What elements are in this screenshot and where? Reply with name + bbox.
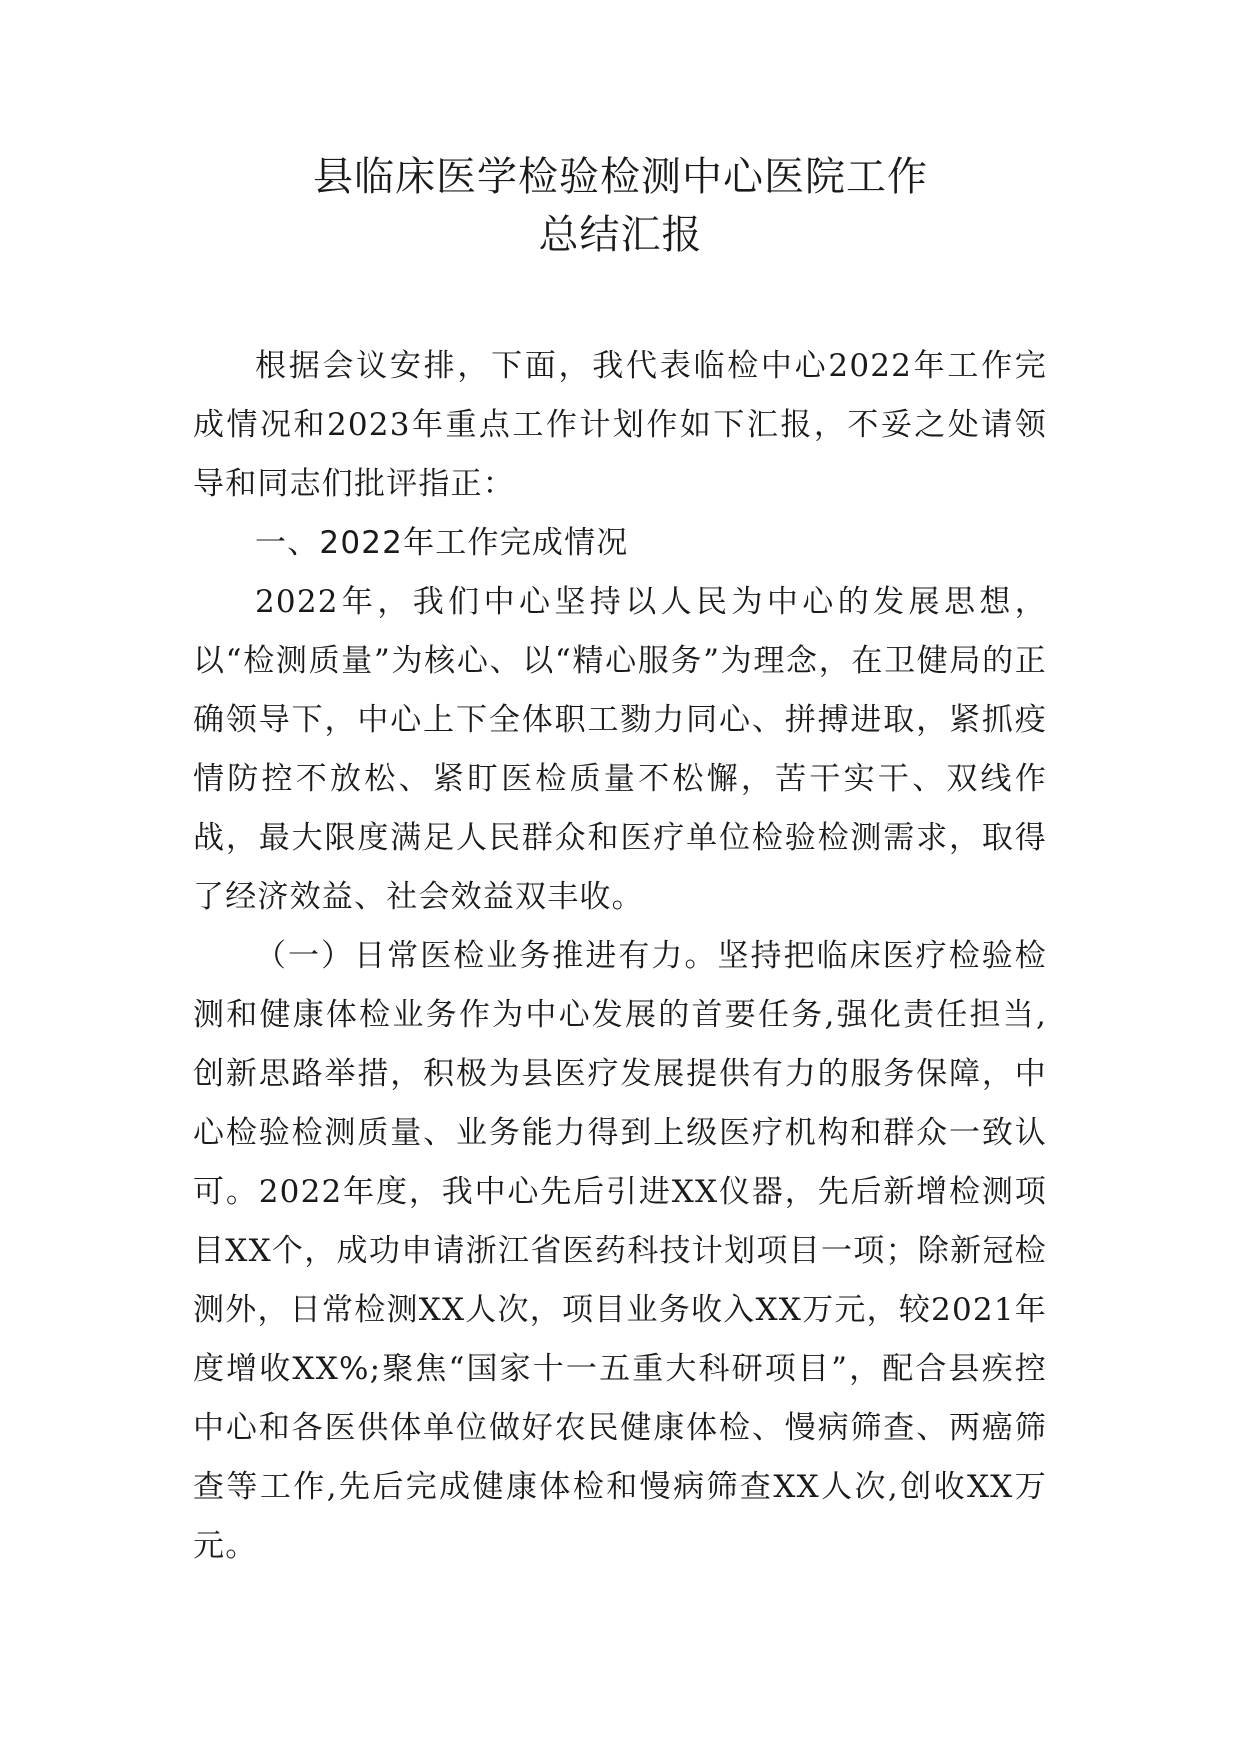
document-title xyxy=(0,148,1241,264)
paragraph-2: （一）日常医检业务推进有力。坚持把临床医疗检验检测和健康体检业务作为中心发展的首要任务,强化责任担当,创新思路举措，积极为县医疗发展提供有力的服务保障，中心检验检测质量、业务能力得到上级医疗机构和群众一致认可。2022年度，我中心先后引进XX仪器，先后新增检测项目XX个，成功申请浙江省医药科技计划项目一项；除新冠检测外，日常检测XX人次，项目业务收入XX万元，较2021年度增收XX%;聚焦“国家十一五重大科研项目”，配合县疾控中心和各医供体单位做好农民健康体检、慢病筛查、两癌筛查等工作,先后完成健康体检和慢病筛查XX人次,创收XX万元。 xyxy=(193,938,1047,1564)
paragraph-1: 2022年，我们中心坚持以人民为中心的发展思想，以“检测质量”为核心、以“精心服务”为理念，在卫健局的正确领导下，中心上下全体职工勠力同心、拼搏进取，紧抓疫情防控不放松、紧盯医检质量不松懈，苦干实干、双线作战，最大限度满足人民群众和医疗单位检验检测需求，取得了经济效益、社会效益双丰收。 xyxy=(193,584,1047,915)
title-line-2: 总结汇报 xyxy=(538,212,703,258)
document-body xyxy=(193,337,1047,1576)
section-heading-1: 一、2022年工作完成情况 xyxy=(255,525,629,561)
title-line-1: 县临床医学检验检测中心医院工作 xyxy=(313,154,928,200)
intro-paragraph: 根据会议安排，下面，我代表临检中心2022年工作完成情况和2023年重点工作计划作如下汇报，不妥之处请领导和同志们批评指正： xyxy=(193,348,1047,502)
